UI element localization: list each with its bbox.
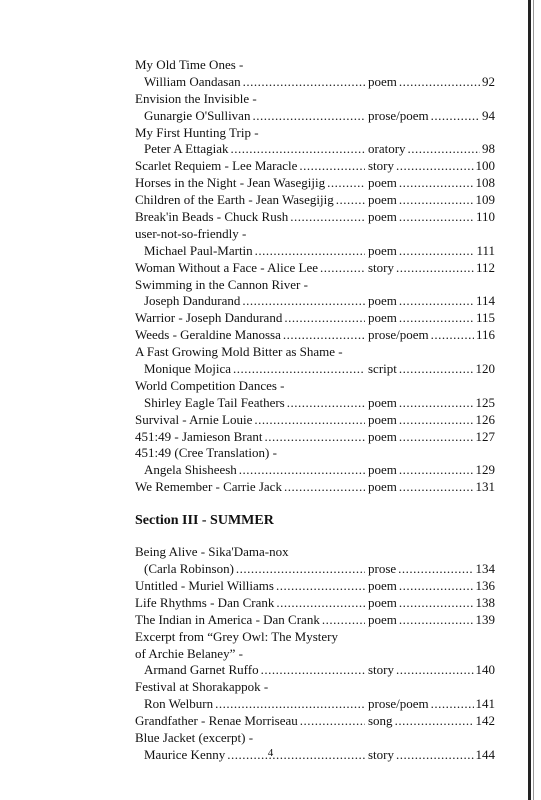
entry-type: poem (368, 479, 397, 495)
entry-row (135, 479, 495, 496)
entry-right-column (365, 327, 495, 344)
entry-title-line: Excerpt from “Grey Owl: The Mystery (135, 628, 339, 644)
entry-right-column (365, 175, 495, 192)
dot-leader (399, 175, 474, 192)
toc-entry (135, 479, 495, 496)
dot-leader (322, 612, 365, 629)
entry-type: poem (368, 594, 397, 610)
entry-left-column (135, 595, 365, 612)
entry-left-column (144, 108, 365, 125)
entry-page-number: 142 (475, 713, 495, 729)
entry-left-column (135, 612, 365, 629)
toc-entry (135, 629, 495, 680)
dot-leader (230, 141, 365, 158)
entry-right-column (365, 713, 495, 730)
entry-author: Ron Welburn (144, 696, 214, 712)
table-of-contents (135, 57, 495, 764)
dot-leader (215, 696, 365, 713)
entry-author: Angela Shisheesh (144, 462, 237, 478)
entry-page-number: 108 (475, 175, 495, 191)
entry-left-column (135, 327, 365, 344)
dot-leader (399, 429, 474, 446)
entry-row (135, 462, 495, 479)
toc-entry (135, 57, 495, 91)
entry-right-column (365, 578, 495, 595)
entry-row (135, 395, 495, 412)
dot-leader (399, 412, 474, 429)
entry-title-line: My First Hunting Trip - (135, 124, 259, 140)
entry-author: (Carla Robinson) (144, 561, 234, 577)
dot-leader (336, 192, 365, 209)
entry-left-column (144, 293, 365, 310)
dot-leader (399, 612, 474, 629)
entry-left-column (135, 175, 365, 192)
entry-page-number: 110 (475, 209, 495, 225)
entry-left-column (135, 310, 365, 327)
dot-leader (399, 243, 475, 260)
entry-right-column (365, 561, 495, 578)
entry-row (135, 192, 495, 209)
entry-author: Warrior - Joseph Dandurand (135, 310, 283, 326)
dot-leader (236, 561, 365, 578)
entry-type: poem (368, 192, 397, 208)
toc-entry (135, 192, 495, 209)
dot-leader (399, 395, 474, 412)
page-number: 4 (267, 747, 274, 759)
entry-type: poem (368, 242, 397, 258)
toc-entry (135, 429, 495, 446)
entry-row (135, 243, 495, 260)
entry-left-column (135, 209, 365, 226)
entry-page-number: 120 (475, 361, 495, 377)
entry-right-column (365, 260, 495, 277)
entry-author: Grandfather - Renae Morriseau (135, 713, 298, 729)
entry-author: Gunargie O'Sullivan (144, 107, 251, 123)
entry-right-column (365, 462, 495, 479)
entry-page-number: 114 (475, 293, 495, 309)
entry-page-number: 125 (475, 394, 495, 410)
toc-entry (135, 260, 495, 277)
entry-author: Peter A Ettagiak (144, 141, 229, 157)
entry-row (135, 595, 495, 612)
entry-author: 451:49 - Jamieson Brant (135, 428, 263, 444)
entry-right-column (365, 612, 495, 629)
dot-leader (287, 395, 365, 412)
dot-leader (254, 412, 365, 429)
entry-title-line: Being Alive - Sika'Dama-nox (135, 544, 289, 560)
entry-title-line: Envision the Invisible - (135, 90, 257, 106)
entry-type: prose (368, 561, 397, 577)
dot-leader (431, 108, 480, 125)
entry-left-column (144, 462, 365, 479)
book-spine-shadow (533, 0, 534, 800)
dot-leader (233, 361, 365, 378)
toc-entry (135, 125, 495, 159)
toc-entry (135, 595, 495, 612)
entry-page-number: 138 (475, 594, 495, 610)
entry-right-column (365, 74, 495, 91)
dot-leader (261, 662, 365, 679)
entry-left-column (144, 361, 365, 378)
entry-title-line: World Competition Dances - (135, 377, 285, 393)
dot-leader (300, 713, 365, 730)
entry-type: poem (368, 394, 397, 410)
entry-right-column (365, 209, 495, 226)
entry-left-column (144, 662, 365, 679)
entry-row (135, 361, 495, 378)
entry-author: Armand Garnet Ruffo (144, 662, 259, 678)
entry-left-column (144, 243, 365, 260)
entry-left-column (135, 713, 365, 730)
toc-entry (135, 412, 495, 429)
entry-author: Weeds - Geraldine Manossa (135, 327, 281, 343)
entry-left-column (144, 74, 365, 91)
entry-right-column (365, 293, 495, 310)
entry-row (135, 74, 495, 91)
dot-leader (264, 429, 365, 446)
entry-left-column (144, 395, 365, 412)
dot-leader (284, 310, 365, 327)
entry-type: poem (368, 428, 397, 444)
entry-row (135, 429, 495, 446)
entry-title-line: of Archie Belaney” - (135, 645, 243, 661)
entry-page-number: 116 (475, 327, 495, 343)
entry-row (135, 578, 495, 595)
dot-leader (396, 662, 474, 679)
entry-author: The Indian in America - Dan Crank (135, 611, 320, 627)
entry-author: Maurice Kenny (144, 746, 226, 762)
entry-author: Monique Mojica (144, 361, 232, 377)
entry-right-column (365, 310, 495, 327)
entry-right-column (365, 412, 495, 429)
entry-right-column (365, 158, 495, 175)
entry-title-line: Swimming in the Cannon River - (135, 276, 308, 292)
entry-row (135, 612, 495, 629)
entry-type: prose/poem (368, 327, 429, 343)
entry-type: poem (368, 462, 397, 478)
entry-row (135, 713, 495, 730)
dot-leader (276, 595, 365, 612)
entry-page-number: 126 (475, 411, 495, 427)
dot-leader (399, 479, 474, 496)
entry-left-column (144, 561, 365, 578)
entry-right-column (365, 192, 495, 209)
entry-author: William Oandasan (144, 73, 241, 89)
entry-type: oratory (368, 141, 406, 157)
toc-entry (135, 544, 495, 578)
entry-row (135, 209, 495, 226)
entry-page-number: 140 (475, 662, 495, 678)
entry-page-number: 134 (475, 561, 495, 577)
entry-type: script (368, 361, 397, 377)
entry-author: Scarlet Requiem - Lee Maracle (135, 158, 298, 174)
dot-leader (290, 209, 365, 226)
dot-leader (399, 209, 474, 226)
toc-entry (135, 310, 495, 327)
entry-page-number: 139 (475, 611, 495, 627)
entry-row (135, 158, 495, 175)
entry-type: poem (368, 293, 397, 309)
entry-left-column (135, 412, 365, 429)
entry-page-number: 112 (475, 259, 495, 275)
dot-leader (399, 578, 474, 595)
entry-page-number: 127 (475, 428, 495, 444)
entry-right-column (365, 696, 495, 713)
dot-leader (252, 108, 365, 125)
entry-author: Woman Without a Face - Alice Lee (135, 259, 319, 275)
entry-page-number: 109 (475, 192, 495, 208)
dot-leader (255, 243, 365, 260)
entry-row (135, 561, 495, 578)
dot-leader (399, 462, 474, 479)
entry-left-column (135, 479, 365, 496)
toc-entry (135, 378, 495, 412)
entry-author: Survival - Arnie Louie (135, 411, 253, 427)
dot-leader (408, 141, 480, 158)
entry-row (135, 696, 495, 713)
entry-title-line: Blue Jacket (excerpt) - (135, 729, 254, 745)
entry-page-number: 92 (482, 73, 495, 89)
entry-type: poem (368, 611, 397, 627)
dot-leader (396, 158, 474, 175)
dot-leader (299, 158, 365, 175)
entry-title-line: user-not-so-friendly - (135, 225, 247, 241)
toc-section-before (135, 57, 495, 496)
entry-type: poem (368, 411, 397, 427)
entry-row (135, 327, 495, 344)
entry-page-number: 98 (482, 141, 495, 157)
toc-entry (135, 612, 495, 629)
entry-row (135, 412, 495, 429)
entry-right-column (365, 361, 495, 378)
entry-right-column (365, 429, 495, 446)
entry-type: story (368, 746, 394, 762)
entry-left-column (135, 192, 365, 209)
entry-right-column (365, 243, 495, 260)
entry-author: Break'in Beads - Chuck Rush (135, 209, 289, 225)
dot-leader (399, 361, 474, 378)
entry-page-number: 94 (482, 107, 495, 123)
entry-row (135, 260, 495, 277)
entry-author: Life Rhythms - Dan Crank (135, 594, 275, 610)
entry-row (135, 175, 495, 192)
toc-entry (135, 209, 495, 226)
section-heading: Section III - SUMMER (135, 513, 274, 529)
entry-page-number: 141 (475, 696, 495, 712)
entry-type: poem (368, 577, 397, 593)
dot-leader (399, 192, 474, 209)
entry-type: prose/poem (368, 107, 429, 123)
dot-leader (242, 293, 365, 310)
dot-leader (320, 260, 365, 277)
dot-leader (327, 175, 365, 192)
entry-left-column (135, 429, 365, 446)
dot-leader (431, 327, 474, 344)
toc-entry (135, 344, 495, 378)
book-spine-edge (528, 0, 531, 800)
entry-title-line: A Fast Growing Mold Bitter as Shame - (135, 344, 343, 360)
dot-leader (276, 578, 365, 595)
entry-page-number: 131 (475, 479, 495, 495)
toc-entry (135, 175, 495, 192)
entry-page-number: 111 (476, 242, 495, 258)
entry-type: story (368, 259, 394, 275)
dot-leader (239, 462, 365, 479)
entry-row (135, 108, 495, 125)
toc-entry (135, 679, 495, 713)
entry-page-number: 136 (475, 577, 495, 593)
entry-author: Untitled - Muriel Williams (135, 577, 274, 593)
dot-leader (284, 479, 365, 496)
entry-type: poem (368, 175, 397, 191)
entry-left-column (135, 158, 365, 175)
toc-entry (135, 713, 495, 730)
toc-section-after (135, 544, 495, 764)
entry-row (135, 293, 495, 310)
entry-type: song (368, 713, 393, 729)
dot-leader (399, 595, 474, 612)
dot-leader (399, 310, 474, 327)
toc-entry (135, 226, 495, 260)
entry-left-column (144, 696, 365, 713)
entry-title-line: Festival at Shorakappok - (135, 679, 269, 695)
entry-author: Michael Paul-Martin (144, 242, 253, 258)
dot-leader (398, 561, 473, 578)
entry-page-number: 100 (475, 158, 495, 174)
dot-leader (399, 293, 474, 310)
toc-entry (135, 578, 495, 595)
dot-leader (395, 713, 474, 730)
entry-author: Joseph Dandurand (144, 293, 241, 309)
entry-type: poem (368, 310, 397, 326)
entry-page-number: 129 (475, 462, 495, 478)
entry-author: We Remember - Carrie Jack (135, 479, 282, 495)
entry-right-column (365, 108, 495, 125)
entry-left-column (135, 260, 365, 277)
entry-type: story (368, 662, 394, 678)
entry-left-column (135, 578, 365, 595)
dot-leader (243, 74, 365, 91)
toc-entry (135, 327, 495, 344)
entry-type: story (368, 158, 394, 174)
entry-type: prose/poem (368, 696, 429, 712)
entry-right-column (365, 662, 495, 679)
entry-right-column (365, 395, 495, 412)
toc-entry (135, 158, 495, 175)
toc-entry (135, 445, 495, 479)
dot-leader (396, 260, 474, 277)
entry-author: Shirley Eagle Tail Feathers (144, 394, 285, 410)
entry-page-number: 115 (475, 310, 495, 326)
dot-leader (431, 696, 474, 713)
entry-row (135, 662, 495, 679)
toc-entry (135, 277, 495, 311)
entry-type: poem (368, 209, 397, 225)
entry-author: Children of the Earth - Jean Wasegijig (135, 192, 334, 208)
entry-row (135, 141, 495, 158)
entry-type: poem (368, 73, 397, 89)
toc-entry (135, 91, 495, 125)
entry-page-number: 144 (475, 746, 495, 762)
dot-leader (399, 74, 480, 91)
entry-author: Horses in the Night - Jean Wasegijig (135, 175, 326, 191)
entry-title-line: My Old Time Ones - (135, 57, 244, 72)
entry-title-line: 451:49 (Cree Translation) - (135, 445, 277, 461)
dot-leader (283, 327, 365, 344)
entry-row (135, 310, 495, 327)
entry-left-column (144, 141, 365, 158)
entry-right-column (365, 141, 495, 158)
entry-right-column (365, 595, 495, 612)
entry-right-column (365, 479, 495, 496)
